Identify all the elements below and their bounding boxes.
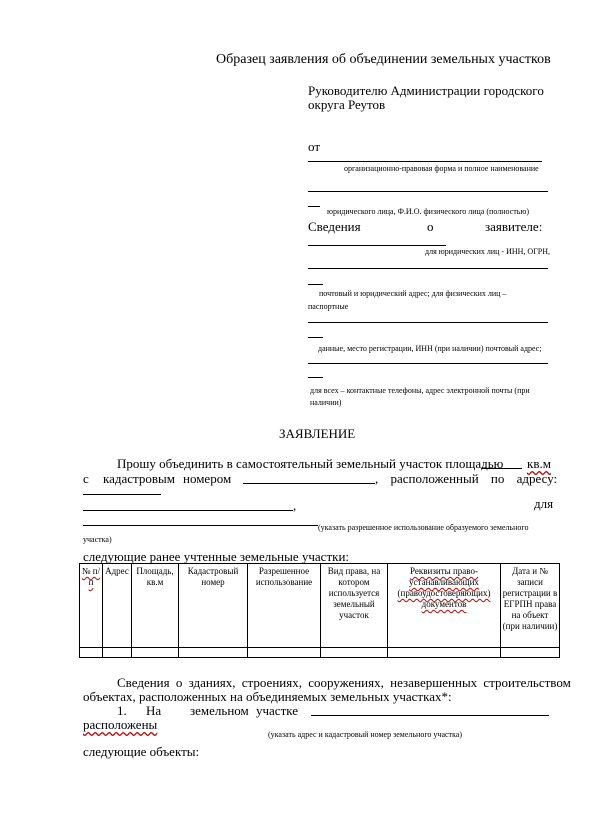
parcels-table [79, 563, 560, 658]
item-1-word-3: участке [256, 703, 299, 718]
cadastral-word-3: номером [183, 471, 232, 486]
item-1-number: 1. [117, 703, 127, 718]
parcels-intro: следующие ранее учтенные земельные участки: [83, 549, 350, 564]
header-number [80, 564, 103, 648]
table-header-row [80, 564, 560, 648]
info-line-3 [308, 322, 548, 323]
info-line-4 [308, 363, 548, 364]
header-documents-text: Реквизиты право-устанавливающих (правоудостоверяющих) документов [397, 566, 491, 609]
info-word-2: о [427, 219, 434, 234]
addressee-line-1: Руководителю Администрации городского [308, 83, 544, 98]
address-field-line-1 [83, 494, 161, 495]
hint-passport: паспортные [308, 302, 349, 311]
request-text: Прошу объединить в самостоятельный земельный участок площадью [117, 456, 504, 471]
hint-registration: данные, место регистрации, ИНН (при наличии) почтовый адрес; [318, 344, 542, 353]
addressee-line-2: округа Реутов [308, 97, 386, 112]
table-cell [248, 648, 321, 658]
table-cell [501, 648, 560, 658]
document-title: Образец заявления об объединении земельных участков [216, 52, 551, 67]
applicant-name-line-2 [308, 191, 548, 192]
table-cell [321, 648, 388, 658]
header-number-text: № п/п [81, 566, 101, 587]
cadastral-word-1: с [83, 471, 89, 486]
header-documents [388, 564, 501, 648]
located-at-text: , расположенный по адресу: [375, 471, 558, 486]
hint-name: юридического лица, Ф.И.О. физического лица (полностью) [327, 207, 530, 216]
header-right-type: Вид права, на котором используется земельный участок [321, 564, 388, 648]
table-cell [80, 648, 103, 658]
hint-contacts-2: наличии) [310, 398, 342, 407]
cadastral-word-2: кадастровым [103, 471, 175, 486]
table-row [80, 648, 560, 658]
hint-legal: для юридических лиц - ИНН, ОГРН, [425, 247, 551, 256]
table-cell [132, 648, 179, 658]
objects-label: следующие объекты: [83, 744, 200, 759]
item-1-word-2: земельном [190, 703, 249, 718]
info-word-1: Сведения [308, 219, 361, 234]
header-cadastral: Кадастровый номер [179, 564, 248, 648]
parcel-address-line [311, 715, 549, 716]
header-permitted-use: Разрешенное использование [248, 564, 321, 648]
item-1-word-1: На [146, 703, 162, 718]
info-line-4-short [308, 377, 323, 378]
statement-heading: ЗАЯВЛЕНИЕ [279, 426, 356, 441]
hint-contacts-1: для всех – контактные телефоны, адрес электронной почты (при [310, 386, 530, 395]
info-line-2-short [308, 284, 323, 285]
table-cell [103, 648, 132, 658]
table-cell [388, 648, 501, 658]
applicant-name-line [308, 161, 542, 162]
hint-postal: почтовый и юридический адрес; для физических лиц – [319, 289, 507, 298]
from-label: от [308, 139, 321, 154]
for-word: для [534, 496, 554, 511]
use-field-line [83, 525, 318, 526]
info-line-2 [308, 268, 548, 269]
buildings-text-2: объектах, расположенных на объединяемых земельных участках*: [83, 689, 452, 704]
cadastral-field-line [243, 483, 375, 484]
header-address: Адрес [103, 564, 132, 648]
header-area: Площадь, кв.м [132, 564, 179, 648]
hint-use-1: (указать разрешенное использование образуемого земельного [318, 523, 529, 532]
address-field-line-2 [83, 510, 293, 511]
item-1-located: расположены [83, 717, 158, 732]
info-line-3-short [308, 337, 323, 338]
info-word-3: заявителе: [485, 219, 543, 234]
area-field-line [482, 468, 522, 469]
applicant-name-line-short [308, 206, 320, 207]
hint-address: (указать адрес и кадастровый номер земельного участка) [268, 730, 463, 739]
buildings-text-1: Сведения о зданиях, строениях, сооружениях, незавершенных строительством [117, 675, 571, 690]
hint-use-2: участка) [83, 535, 112, 544]
header-registration: Дата и № записи регистрации в ЕГРПН права на объект (при наличии) [501, 564, 560, 648]
info-line-1 [308, 245, 446, 246]
table-cell [179, 648, 248, 658]
area-unit: кв.м [527, 456, 551, 471]
address-comma: , [293, 498, 297, 513]
hint-org-form: организационно-правовая форма и полное наименование [344, 164, 539, 173]
